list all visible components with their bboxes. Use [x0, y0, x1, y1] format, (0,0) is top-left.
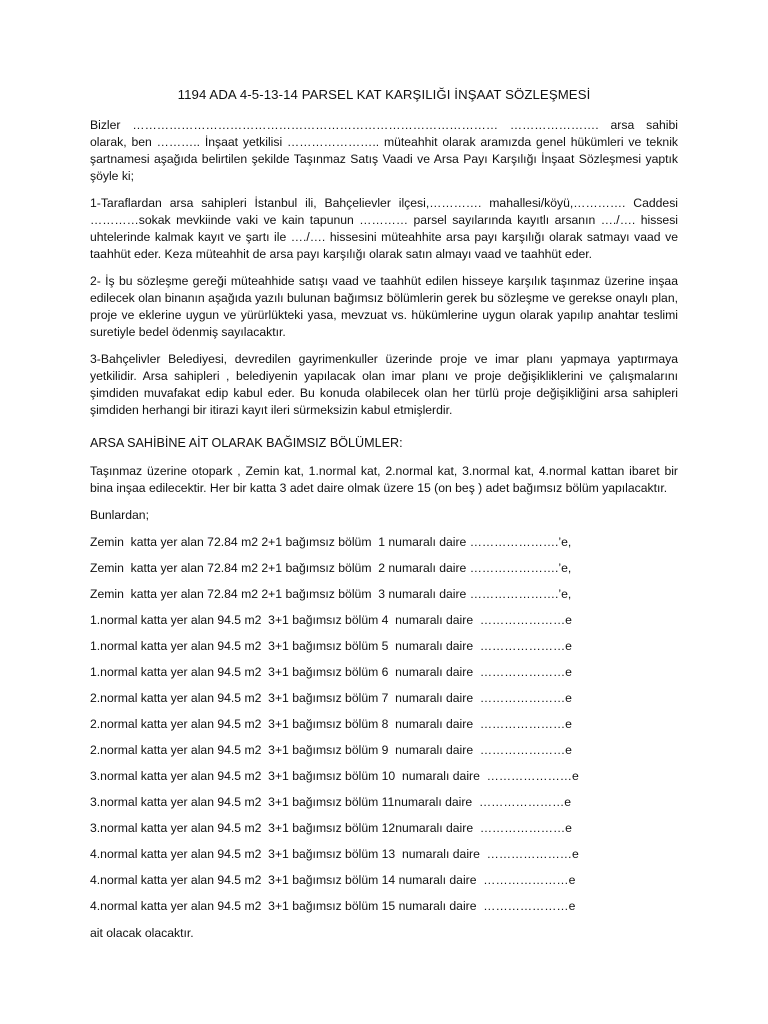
list-item: Zemin katta yer alan 72.84 m2 2+1 bağımsız bölüm 2 numaralı daire ………………….’e, — [90, 561, 572, 575]
list-item: 2.normal katta yer alan 94.5 m2 3+1 bağımsız bölüm 8 numaralı daire …………………e — [90, 717, 572, 731]
clause-2-paragraph: 2- İş bu sözleşme gereği müteahhide satışı vaad ve taahhüt edilen hisseye karşılık taşınmaz üzerine inşaa edilecek olan binanın aşağıda yazılı bulunan bağımsız bölümlerin gerek bu sözleşme ve gerekse onaylı plan, proje ve eklerine uygun ve yürürlükteki yasa, mevzuat vs. hükümlerine uygun olarak yapılıp anahtar teslimi suretiyle bedel ödenmiş sayılacaktır. — [90, 274, 678, 339]
document-page — [90, 86, 678, 942]
unit-list — [90, 534, 678, 924]
list-item: 4.normal katta yer alan 94.5 m2 3+1 bağımsız bölüm 15 numaralı daire …………………e — [90, 899, 576, 913]
clause-1-paragraph: 1-Taraflardan arsa sahipleri İstanbul ili, Bahçelievler ilçesi,…………. mahallesi/köyü,…………. Caddesi …………sokak mevkiinde vaki ve kain tapunun ………… parsel sayılarında kayıtlı arsanın …./…. hissesi uhtelerinde kalmak kayıt ve şartı ile …./…. hissesini müteahhite arsa payı karşılığı olarak satmayı vaad ve taahhüt eder. Keza müteahhit de arsa payı karşılığı olarak satın almayı vaad ve taahhüt eder. — [90, 196, 678, 261]
list-item: 3.normal katta yer alan 94.5 m2 3+1 bağımsız bölüm 11numaralı daire …………………e — [90, 795, 572, 809]
list-item: 1.normal katta yer alan 94.5 m2 3+1 bağımsız bölüm 5 numaralı daire …………………e — [90, 639, 572, 653]
list-item: Zemin katta yer alan 72.84 m2 2+1 bağımsız bölüm 3 numaralı daire ………………….’e, — [90, 587, 572, 601]
intro-paragraph: Bizler ……………………………………………………………………………… …………………. arsa sahibi olarak, ben ……….. İnşaat yetkilisi ………………….. müteahhit olarak aramızda genel hükümleri ve teknik şartnamesi aşağıda belirtilen şekilde Taşınmaz Satış Vaadi ve Arsa Payı Karşılığı İnşaat Sözleşmesi yaptık şöyle ki; — [90, 118, 678, 183]
list-intro: Bunlardan; — [90, 508, 149, 522]
list-item: 1.normal katta yer alan 94.5 m2 3+1 bağımsız bölüm 4 numaralı daire …………………e — [90, 613, 572, 627]
list-item: 2.normal katta yer alan 94.5 m2 3+1 bağımsız bölüm 9 numaralı daire …………………e — [90, 743, 572, 757]
document-title: 1194 ADA 4-5-13-14 PARSEL KAT KARŞILIĞI İNŞAAT SÖZLEŞMESİ — [177, 87, 591, 102]
building-description-paragraph: Taşınmaz üzerine otopark , Zemin kat, 1.normal kat, 2.normal kat, 3.normal kat, 4.normal kattan ibaret bir bina inşaa edilecektir. Her bir katta 3 adet daire olmak üzere 15 (on beş ) adet bağımsız bölüm yapılacaktır. — [90, 464, 678, 495]
list-item: 4.normal katta yer alan 94.5 m2 3+1 bağımsız bölüm 14 numaralı daire …………………e — [90, 873, 576, 887]
clause-3-paragraph: 3-Bahçelivler Belediyesi, devredilen gayrimenkuller üzerinde proje ve imar planı yapmaya yaptırmaya yetkilidir. Arsa sahipleri , belediyenin yapılacak olan imar planı ve proje değişikliklerini ve çalışmalarını şimdiden muvafakat edip kabul eder. Bu konuda olabilecek olan her türlü proje değişikliğini arsa sahipleri şimdiden herhangi bir itirazi kayıt ileri sürmeksizin kabul etmişlerdir. — [90, 352, 678, 417]
list-item: 1.normal katta yer alan 94.5 m2 3+1 bağımsız bölüm 6 numaralı daire …………………e — [90, 665, 572, 679]
list-item: 3.normal katta yer alan 94.5 m2 3+1 bağımsız bölüm 12numaralı daire …………………e — [90, 821, 572, 835]
list-item: Zemin katta yer alan 72.84 m2 2+1 bağımsız bölüm 1 numaralı daire ………………….’e, — [90, 535, 572, 549]
closing-line: ait olacak olacaktır. — [90, 926, 194, 940]
section-heading: ARSA SAHİBİNE AİT OLARAK BAĞIMSIZ BÖLÜMLER: — [90, 436, 403, 450]
list-item: 2.normal katta yer alan 94.5 m2 3+1 bağımsız bölüm 7 numaralı daire …………………e — [90, 691, 572, 705]
list-item: 3.normal katta yer alan 94.5 m2 3+1 bağımsız bölüm 10 numaralı daire …………………e — [90, 769, 579, 783]
list-item: 4.normal katta yer alan 94.5 m2 3+1 bağımsız bölüm 13 numaralı daire …………………e — [90, 847, 579, 861]
